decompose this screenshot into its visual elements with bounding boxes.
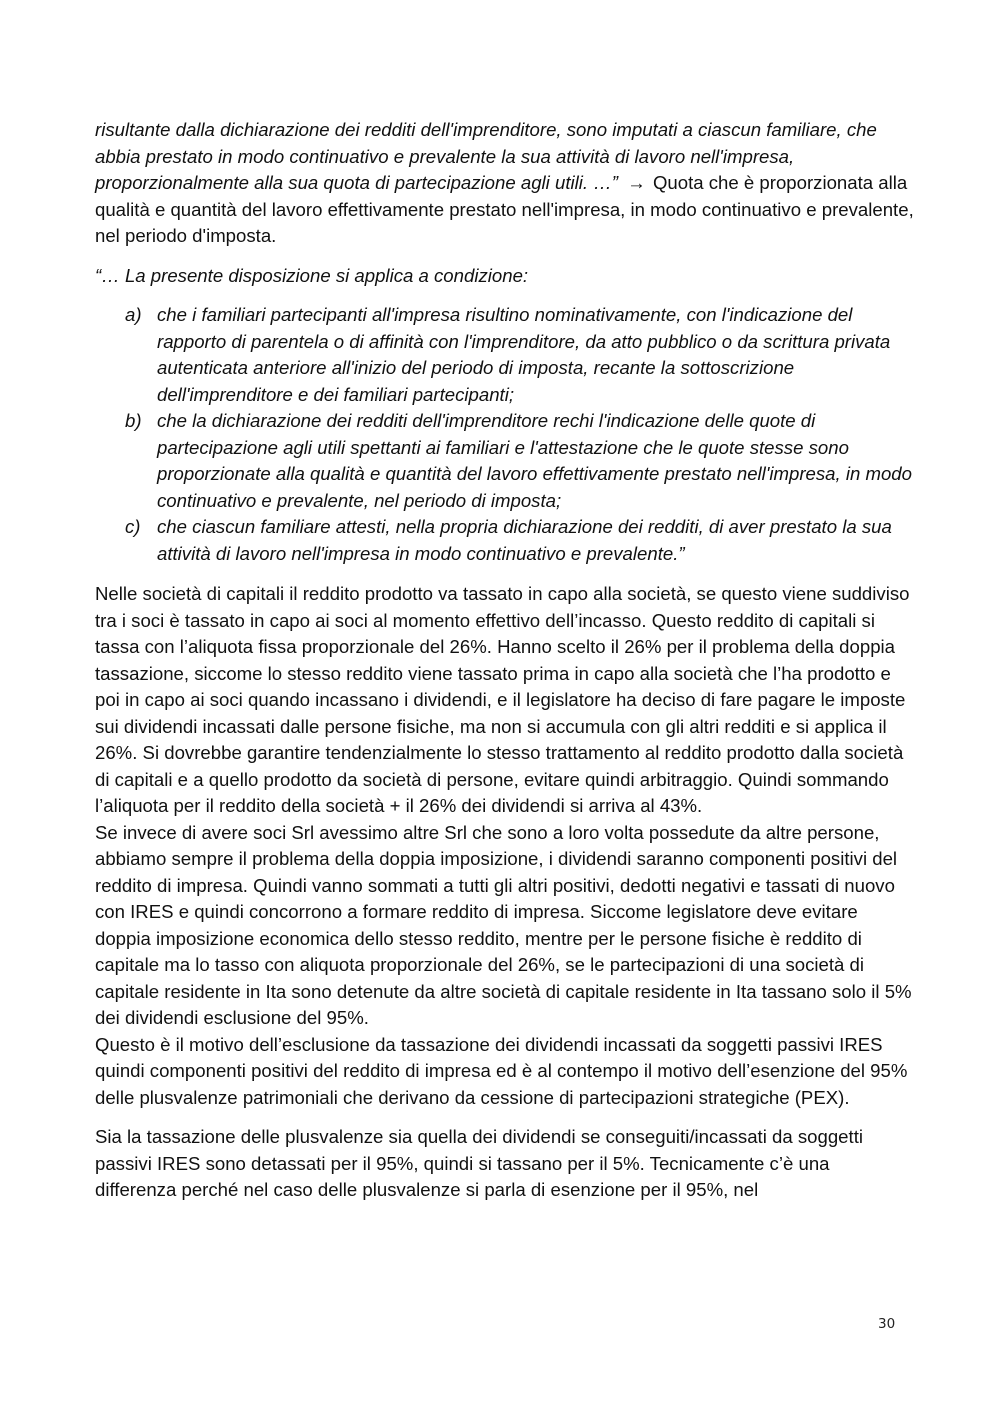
condition-intro-text: “… La presente disposizione si applica a condizione: [95, 264, 529, 286]
paragraph-soci-srl: Se invece di avere soci Srl avessimo altre Srl che sono a loro volta possedute da altre persone, abbiamo sempre il problema della doppia imposizione, i dividendi saranno componenti positivi del reddito di impresa. Quindi vanno sommati a tutti gli altri positivi, dedotti negativi e tassati di nuovo con IRES e quindi concorrono a formare reddito di impresa. Siccome legislatore deve evitare doppia imposizione economica dello stesso reddito, mentre per le persone fisiche è reddito di capitale ma lo tasso con aliquota proporzionale del 26%, se le partecipazioni di una società di capitale residente in Ita sono detenute da altre società di capitale residente in Ita tassano solo il 5% dei dividendi esclusione del 95%. [95, 821, 912, 1028]
page-number: 30 [878, 1316, 896, 1332]
list-marker: b) [125, 410, 142, 431]
quota-explanation: Quota che è proporzionata alla qualità e quantità del lavoro effettivamente prestato nell'impresa, in modo continuativo e prevalente, nel periodo d'imposta. [95, 172, 914, 246]
conditions-list [95, 302, 915, 567]
list-marker: c) [125, 516, 141, 537]
paragraph-quote-continuation [95, 117, 915, 250]
quote-text: risultante dalla dichiarazione dei redditi dell'imprenditore, sono imputati a ciascun familiare, che abbia prestato in modo continuativo e prevalente la sua attività di lavoro nell'impresa, proporzionalmente alla sua quota di partecipazione agli utili. …” [95, 119, 877, 193]
list-item-text: che la dichiarazione dei redditi dell'imprenditore rechi l'indicazione delle quote di partecipazione agli utili spettanti ai familiari e l'attestazione che le quote stesse sono proporzionate alla qualità e quantità del lavoro effettivamente prestato nell'impresa, in modo continuativo e prevalente, nel periodo di imposta; [157, 410, 912, 511]
paragraph-tassazione-plusvalenze: Sia la tassazione delle plusvalenze sia quella dei dividendi se conseguiti/incassati da soggetti passivi IRES sono detassati per il 95%, quindi si tassano per il 5%. Tecnicamente c’è una differenza perché nel caso delle plusvalenze si parla di esenzione per il 95%, nel [95, 1126, 863, 1200]
list-item-text: che i familiari partecipanti all'impresa risultino nominativamente, con l'indicazione del rapporto di parentela o di affinità con l'imprenditore, da atto pubblico o da scrittura privata autenticata anteriore all'inizio del periodo di imposta, recante la sottoscrizione dell'imprenditore e dei familiari partecipanti; [157, 304, 891, 405]
arrow-right-icon: → [627, 172, 646, 193]
paragraph-societa-capitali: Nelle società di capitali il reddito prodotto va tassato in capo alla società, se questo viene suddiviso tra i soci è tassato in capo ai soci al momento effettivo dell’incasso. Questo reddito di capitali si tassa con l’aliquota fissa proporzionale del 26%. Hanno scelto il 26% per il problema della doppia tassazione, siccome lo stesso reddito viene tassato prima in capo alla società che l’ha prodotto e poi in capo ai soci quando incassano i dividendi, e il legislatore ha deciso di fare pagare le imposte sui dividendi incassati dalle persone fisiche, ma non si accumula con gli altri redditi e si applica il 26%. Si dovrebbe garantire tendenzialmente lo stesso trattamento al reddito prodotto dalla società di capitali e a quello prodotto da società di persone, evitare quindi arbitraggio. Quindi sommando l’aliquota per il reddito della società + il 26% dei dividendi si arriva al 43%. [95, 583, 910, 816]
paragraph-esclusione-pex: Questo è il motivo dell’esclusione da tassazione dei dividendi incassati da soggetti passivi IRES quindi componenti positivi del reddito di impresa ed è al contempo il motivo dell’esenzione del 95% delle plusvalenze patrimoniali che derivano da cessione di partecipazioni strategiche (PEX). [95, 1033, 908, 1108]
list-item [125, 302, 915, 408]
paragraph-condition-intro [95, 263, 915, 290]
list-item [125, 408, 915, 514]
list-item [125, 514, 915, 567]
list-marker: a) [125, 304, 142, 325]
document-body [95, 117, 915, 1217]
list-item-text: che ciascun familiare attesti, nella propria dichiarazione dei redditi, di aver prestato la sua attività di lavoro nell'impresa in modo continuativo e prevalente.” [157, 516, 892, 564]
